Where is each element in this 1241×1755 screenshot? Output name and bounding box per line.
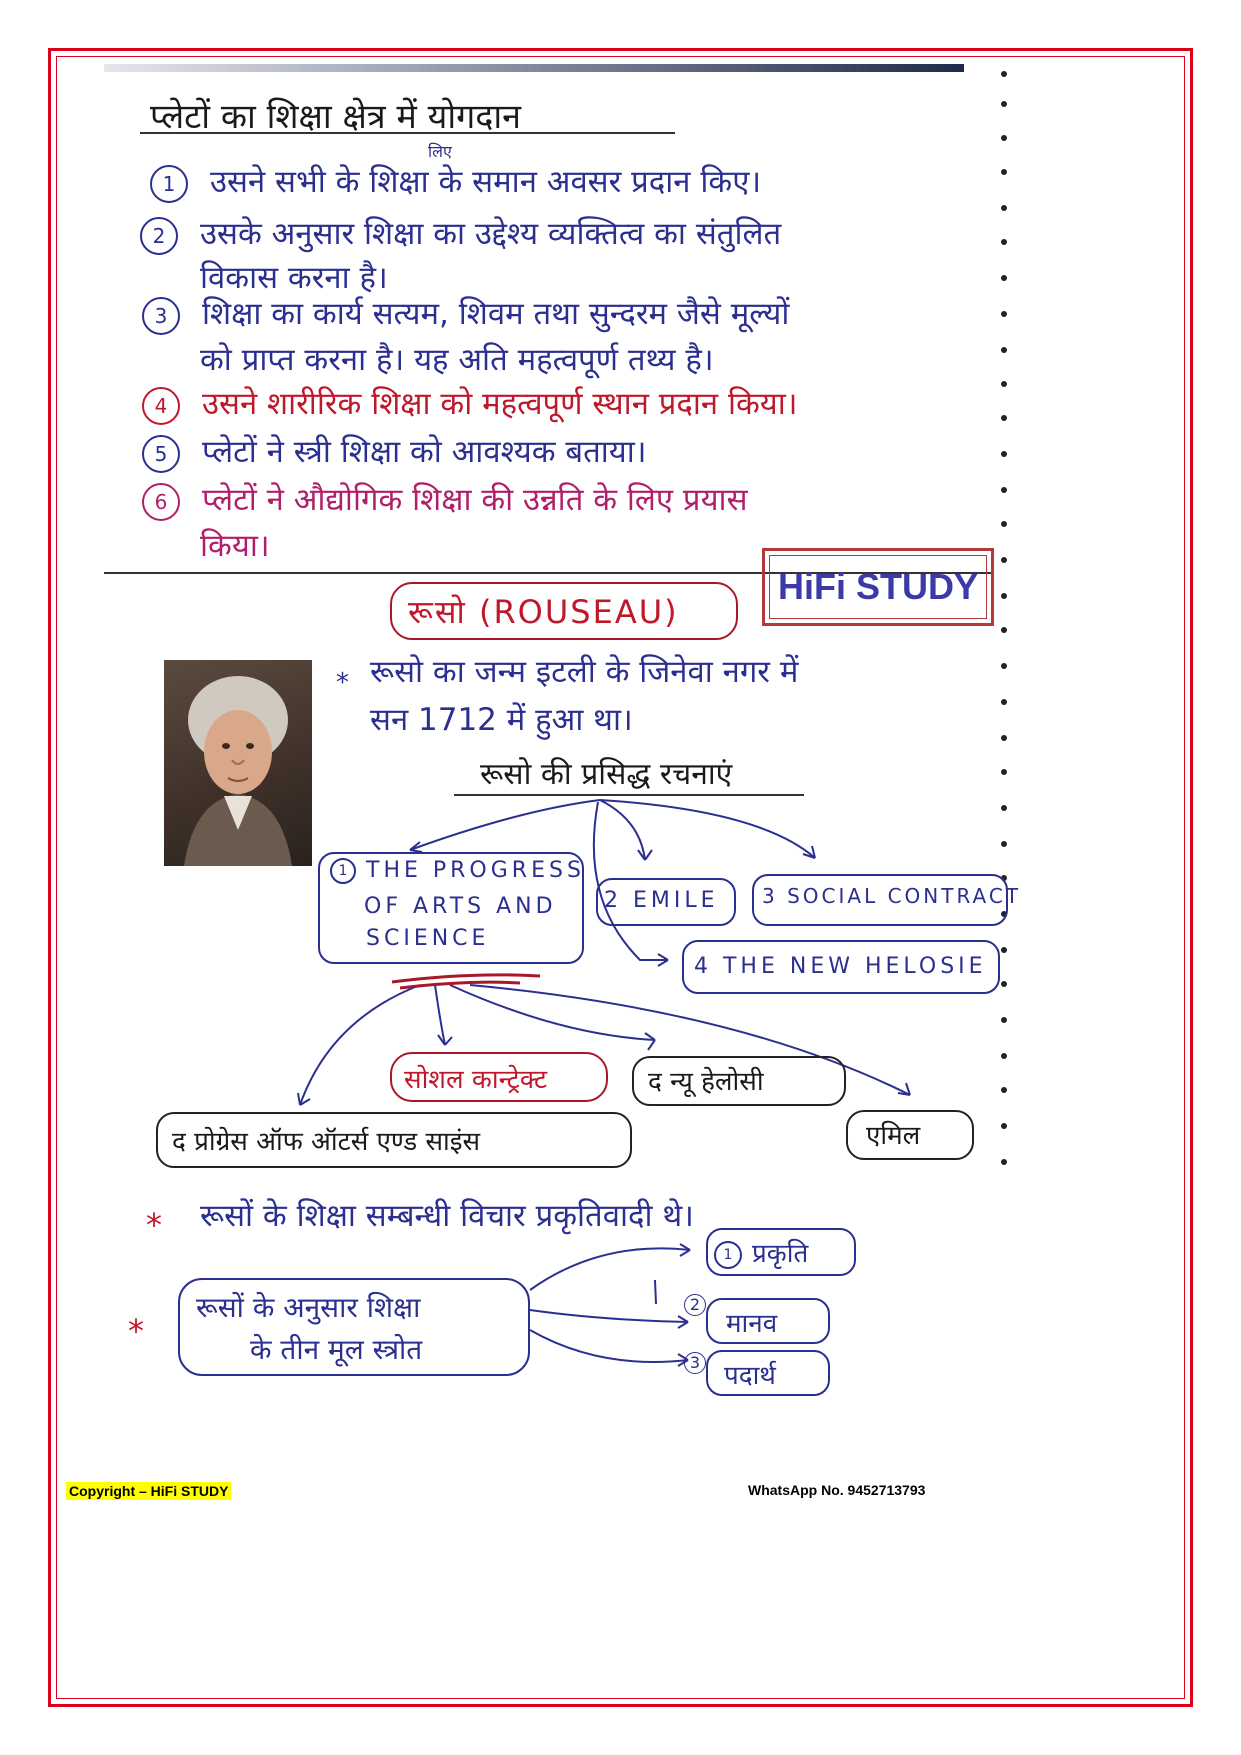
sources-star: * (128, 1312, 144, 1350)
source-number: 1 (714, 1241, 742, 1269)
brand-label: HiFi STUDY (777, 566, 978, 607)
point-text: उसने सभी के शिक्षा के समान अवसर प्रदान किए। (210, 164, 762, 200)
point-text: प्लेटों ने औद्योगिक शिक्षा की उन्नति के लिए प्रयास (202, 482, 748, 518)
birth-line-2: सन 1712 में हुआ था। (370, 702, 633, 738)
point-number: 2 (140, 217, 178, 255)
sources-line-1: रूसों के अनुसार शिक्षा (196, 1291, 421, 1324)
birth-line-1: रूसो का जन्म इटली के जिनेवा नगर में (370, 654, 799, 690)
work-4-label: 4 THE NEW HELOSIE (694, 954, 987, 979)
work-1-line-1 (330, 858, 585, 884)
point-text: उसके अनुसार शिक्षा का उद्देश्य व्यक्तित्व का संतुलित (200, 216, 782, 252)
source-nature (714, 1234, 808, 1270)
sources-line-2: के तीन मूल स्त्रोत (250, 1333, 423, 1366)
work-3-label: 3 SOCIAL CONTRACT (762, 884, 1022, 908)
birth-star: * (336, 668, 349, 698)
source-number-2: 2 (684, 1294, 706, 1316)
source-label: प्रकृति (752, 1239, 809, 1269)
education-idea: रूसों के शिक्षा सम्बन्धी विचार प्रकृतिवादी थे। (200, 1198, 694, 1234)
plato-point-2-cont: विकास करना है। (200, 260, 388, 296)
source-matter: पदार्थ (724, 1361, 776, 1391)
hindi-work-progress: द प्रोग्रेस ऑफ ऑटर्स एण्ड साइंस (172, 1127, 481, 1157)
source-human: मानव (726, 1309, 778, 1339)
work-1-line-2: OF ARTS AND (364, 894, 557, 919)
point-number: 3 (142, 297, 180, 335)
works-heading: रूसो की प्रसिद्ध रचनाएं (480, 757, 733, 792)
copyright-label: Copyright – HiFi STUDY (66, 1482, 231, 1500)
hindi-work-emile: एमिल (866, 1121, 921, 1151)
plato-point-3-cont: को प्राप्त करना है। यह अति महत्वपूर्ण तथ्य है। (200, 342, 714, 378)
point-number: 5 (142, 435, 180, 473)
idea-star: * (146, 1206, 162, 1244)
point-number: 1 (150, 165, 188, 203)
point-number: 4 (142, 387, 180, 425)
hindi-work-social: सोशल कान्ट्रेक्ट (404, 1065, 548, 1095)
superscript-note: लिए (428, 142, 452, 161)
plato-point-6-cont: किया। (200, 528, 270, 564)
work-text: THE PROGRESS (366, 858, 585, 883)
work-number: 1 (330, 858, 356, 884)
point-number: 6 (142, 483, 180, 521)
source-number-3: 3 (684, 1352, 706, 1374)
rousseau-title: रूसो (ROUSEAU) (408, 593, 679, 631)
whatsapp-number: WhatsApp No. 9452713793 (748, 1482, 926, 1498)
point-text: शिक्षा का कार्य सत्यम, शिवम तथा सुन्दरम जैसे मूल्यों (202, 296, 790, 332)
work-2-label: 2 EMILE (604, 888, 719, 913)
work-1-line-3: SCIENCE (366, 926, 490, 951)
point-text: उसने शारीरिक शिक्षा को महत्वपूर्ण स्थान प्रदान किया। (202, 386, 798, 422)
hindi-work-heloise: द न्यू हेलोसी (648, 1067, 764, 1097)
plato-heading: प्लेटों का शिक्षा क्षेत्र में योगदान (150, 97, 522, 137)
point-text: प्लेटों ने स्त्री शिक्षा को आवश्यक बताया। (202, 434, 647, 470)
